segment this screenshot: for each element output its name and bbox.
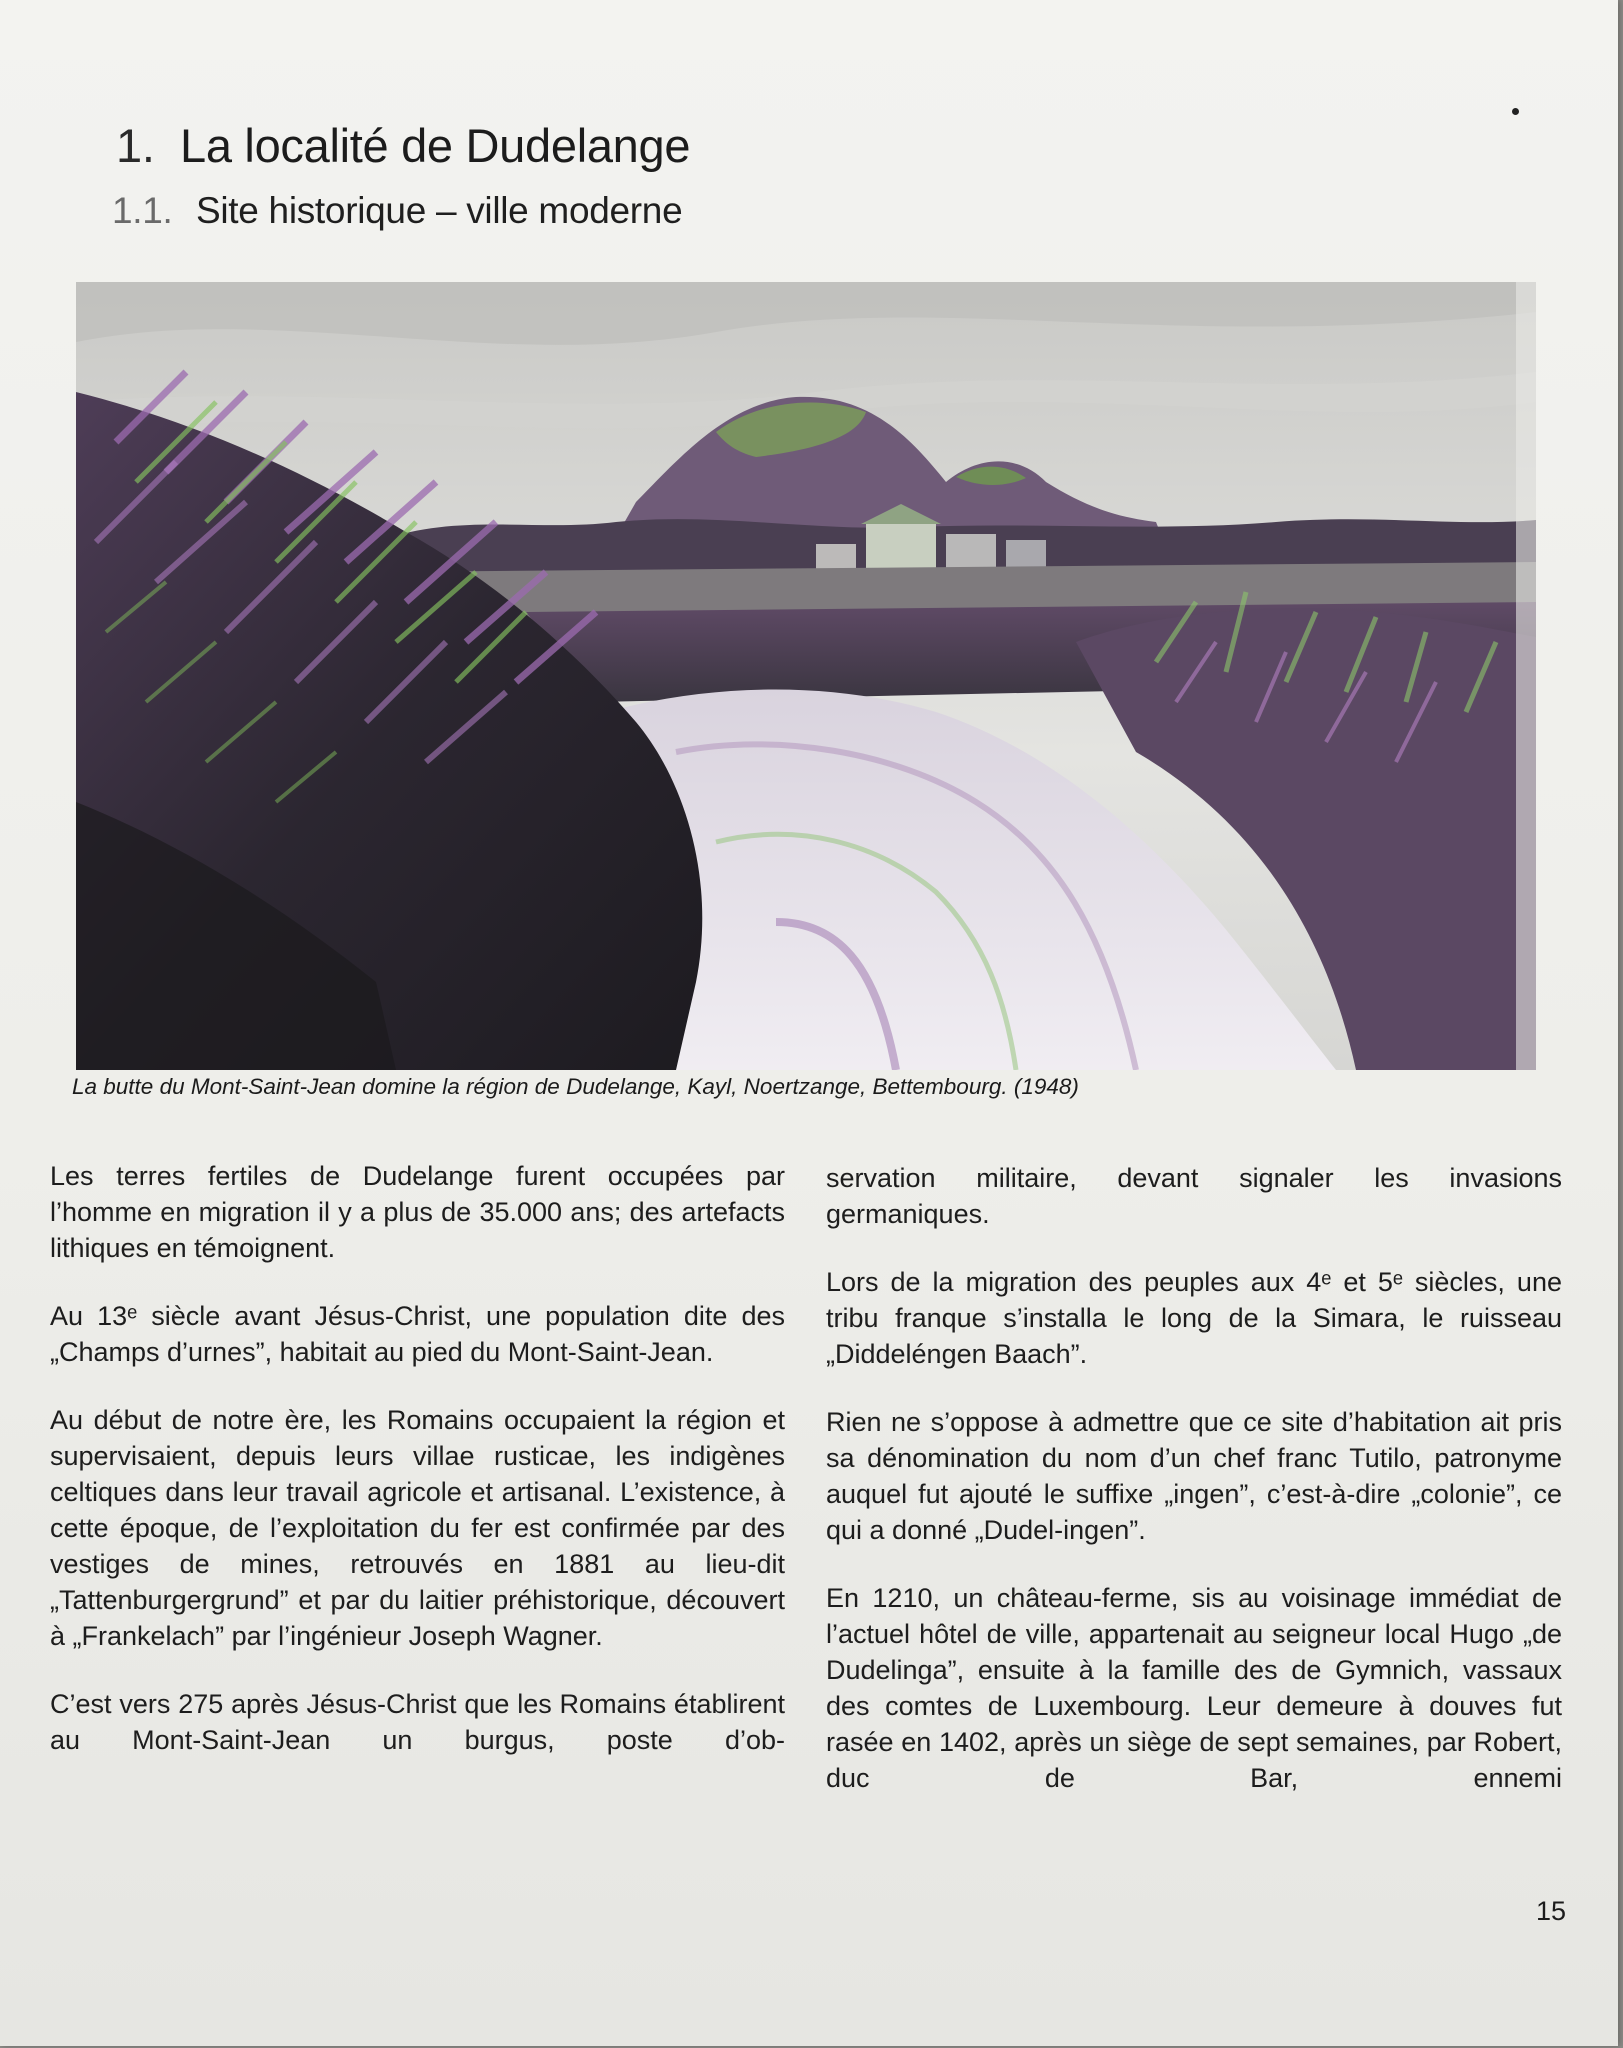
photo-caption: La butte du Mont-Saint-Jean domine la région de Dudelange, Kayl, Noertzange, Bettembourg. (1948) bbox=[72, 1074, 1079, 1099]
chapter-title bbox=[116, 118, 690, 173]
page-number: 15 bbox=[1536, 1896, 1567, 1926]
paragraph: Lors de la migration des peuples aux 4ᵉ et 5ᵉ siècles, une tribu franque s’installa le long de la Simara, le ruisseau „Diddeléngen Baach”. bbox=[826, 1267, 1562, 1369]
paragraph: Les terres fertiles de Dudelange furent occupées par l’homme en migration il y a plus de 35.000 ans; des artefacts lithiques en témoignent. bbox=[50, 1161, 785, 1263]
paragraph: C’est vers 275 après Jésus-Christ que les Romains établirent au Mont-Saint-Jean un burgus, poste d’ob- bbox=[50, 1689, 785, 1755]
text-column-right bbox=[826, 1160, 1562, 1828]
landscape-photo bbox=[76, 282, 1536, 1070]
paragraph: Rien ne s’oppose à admettre que ce site d’habitation ait pris sa dénomination du nom d’un chef franc Tutilo, patronyme auquel fut ajouté le suffixe „ingen”, c’est-à-dire „colonie”, ce qui a donné „Dudel-ingen”. bbox=[826, 1407, 1562, 1545]
chapter-number: 1. bbox=[116, 119, 155, 172]
section-title-text: Site historique – ville moderne bbox=[196, 190, 683, 231]
paragraph: servation militaire, devant signaler les invasions germaniques. bbox=[826, 1163, 1562, 1229]
paragraph: En 1210, un château-ferme, sis au voisinage immédiat de l’actuel hôtel de ville, appartenait au seigneur local Hugo „de Dudelinga”, ensuite à la famille des de Gymnich, vassaux des comtes de Luxembourg. Leur demeure à douves fut rasée en 1402, après un siège de sept semaines, par Robert, duc de Bar, ennemi bbox=[826, 1583, 1562, 1793]
paragraph: Au début de notre ère, les Romains occupaient la région et supervisaient, depuis leurs villae rusticae, les indigènes celtiques dans leur travail agricole et artisanal. L’existence, à cette époque, de l’exploitation du fer est confirmée par des vestiges de mines, retrouvés en 1881 au lieu-dit „Tattenburgergrund” et par du laitier préhistorique, découvert à „Frankelach” par l’ingénieur Joseph Wagner. bbox=[50, 1405, 785, 1651]
chapter-title-text: La localité de Dudelange bbox=[180, 119, 691, 172]
paragraph: Au 13ᵉ siècle avant Jésus-Christ, une population dite des „Champs d’urnes”, habitait au pied du Mont-Saint-Jean. bbox=[50, 1301, 785, 1367]
section-title bbox=[112, 190, 682, 232]
section-number: 1.1. bbox=[112, 190, 173, 231]
text-column-left bbox=[50, 1158, 785, 1758]
ink-dot bbox=[1512, 108, 1519, 115]
